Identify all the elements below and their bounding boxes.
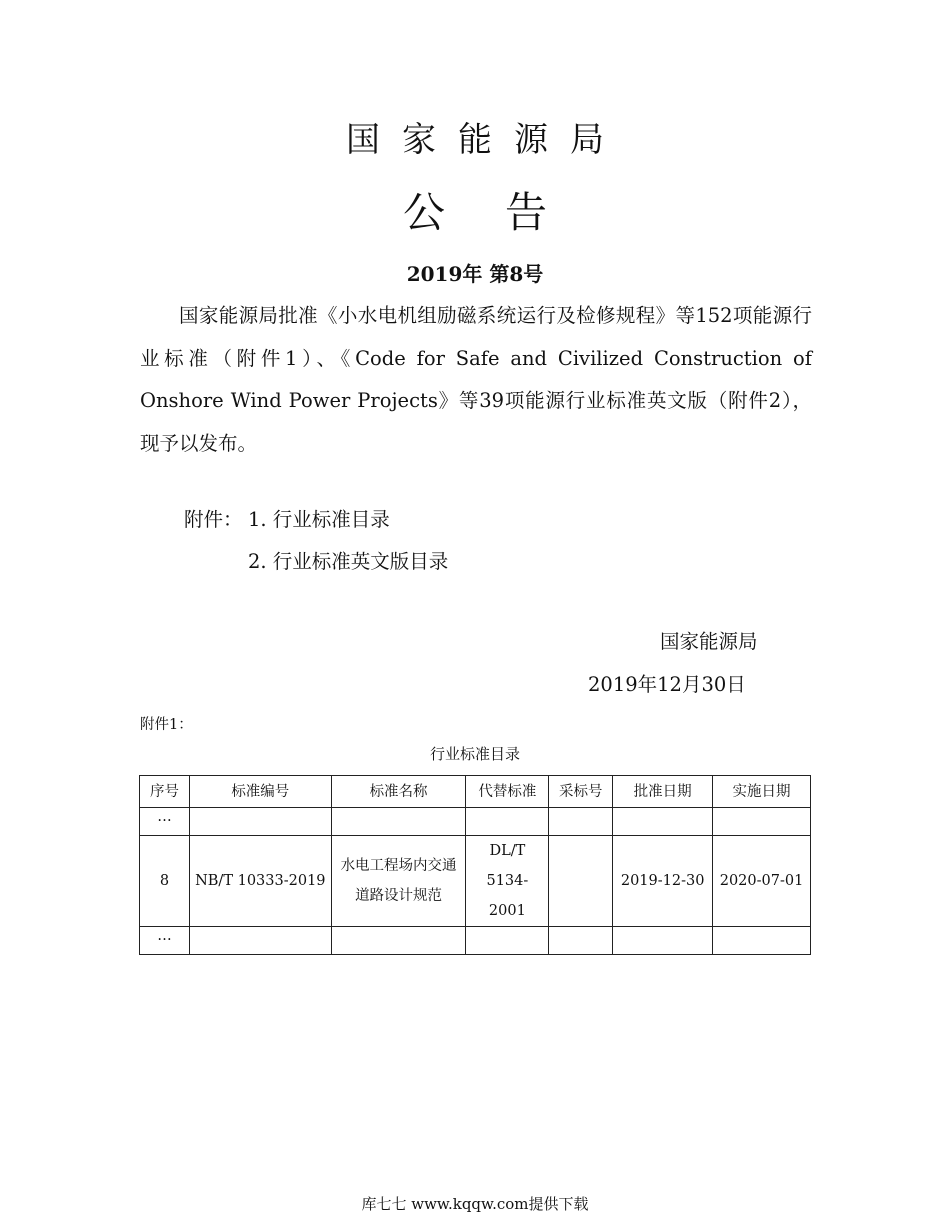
cell-effective: [713, 808, 811, 836]
signature-date: 2019年12月30日: [588, 673, 746, 696]
column-header: 实施日期: [713, 776, 811, 808]
signature-organization: 国家能源局: [660, 630, 758, 653]
cell-adopted: [549, 836, 613, 927]
table-row: [140, 808, 811, 836]
attachment-item-2: 2. 行业标准英文版目录: [248, 550, 449, 573]
cell-code: NB/T 10333-2019: [189, 836, 331, 927]
annex-label: 附件1：: [140, 717, 193, 733]
column-header: 标准编号: [189, 776, 331, 808]
column-header: 序号: [140, 776, 190, 808]
cell-approved: 2019-12-30: [613, 836, 713, 927]
table-row: [140, 836, 811, 927]
cell-name: 水电工程场内交通道路设计规范: [331, 836, 466, 927]
cell-effective: [713, 927, 811, 955]
cell-adopted: [549, 808, 613, 836]
attachment-item-1: 1. 行业标准目录: [248, 508, 390, 531]
document-type-title: 公告: [402, 188, 607, 237]
cell-adopted: [549, 927, 613, 955]
cell-replaces: [466, 927, 549, 955]
column-header: 批准日期: [613, 776, 713, 808]
cell-approved: [613, 927, 713, 955]
column-header: 采标号: [549, 776, 613, 808]
cell-approved: [613, 808, 713, 836]
announcement-paragraph: 国家能源局批准《小水电机组励磁系统运行及检修规程》等152项能源行业标准（附件1）、《Code for Safe and Civilized Construction of Onshore Wind Power Projects》等39项能源行业标准英文版（附件2），现予以发布。: [140, 304, 812, 455]
issue-number: 2019年 第8号: [406, 262, 544, 286]
cell-no: …: [140, 808, 190, 836]
cell-replaces: DL/T 5134-2001: [466, 836, 549, 927]
cell-name: [331, 927, 466, 955]
standards-table: [139, 775, 811, 955]
agency-title: 国家能源局: [346, 120, 626, 160]
download-footer: 库七七 www.kqqw.com提供下载: [361, 1195, 589, 1213]
cell-code: [189, 927, 331, 955]
cell-no: 8: [140, 836, 190, 927]
cell-replaces: [466, 808, 549, 836]
table-row: [140, 927, 811, 955]
cell-no: …: [140, 927, 190, 955]
cell-name: [331, 808, 466, 836]
announcement-body: [140, 295, 812, 465]
table-header-row: [140, 776, 811, 808]
table-title: 行业标准目录: [429, 745, 520, 763]
attachments-label: 附件：: [184, 508, 243, 531]
cell-effective: 2020-07-01: [713, 836, 811, 927]
column-header: 代替标准: [466, 776, 549, 808]
cell-code: [189, 808, 331, 836]
column-header: 标准名称: [331, 776, 466, 808]
